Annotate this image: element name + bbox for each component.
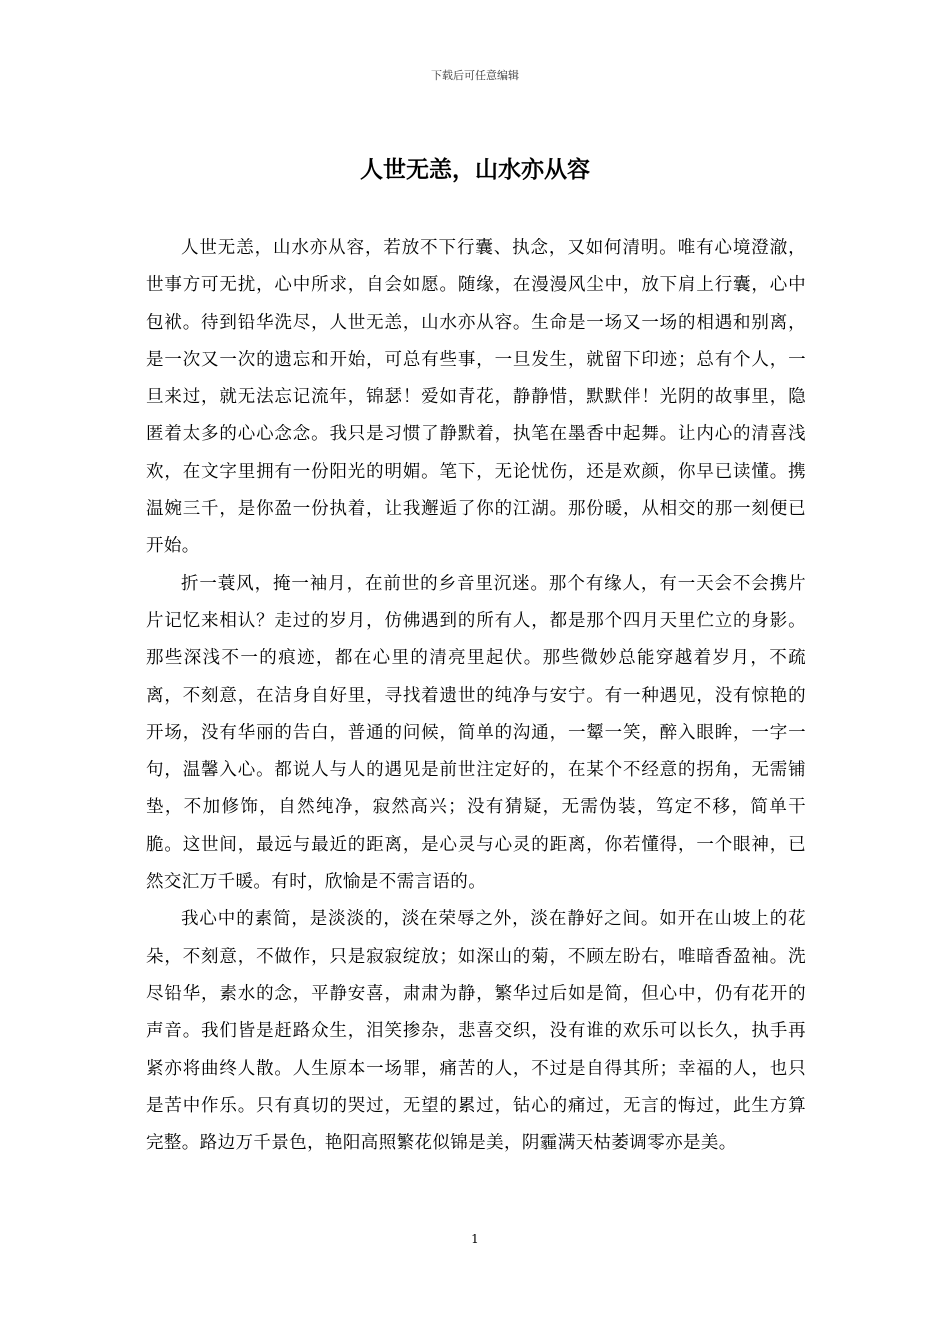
page-title: 人世无恙，山水亦从容 xyxy=(360,157,590,183)
page-number: 1 xyxy=(471,1232,479,1246)
body-text xyxy=(146,230,806,1162)
paragraph-2: 折一蓑风，掩一袖月，在前世的乡音里沉迷。那个有缘人，有一天会不会携片片记忆来相认？走过的岁月，仿佛遇到的所有人，都是那个四月天里伫立的身影。那些深浅不一的痕迹，都在心里的清亮里起伏。那些微妙总能穿越着岁月，不疏离，不刻意，在洁身自好里，寻找着遗世的纯净与安宁。有一种遇见，没有惊艳的开场，没有华丽的告白，普通的问候，简单的沟通，一颦一笑，醉入眼眸，一字一句，温馨入心。都说人与人的遇见是前世注定好的，在某个不经意的拐角，无需铺垫，不加修饰，自然纯净，寂然高兴；没有猜疑，无需伪装，笃定不移，简单干脆。这世间，最远与最近的距离，是心灵与心灵的距离，你若懂得，一个眼神，已然交汇万千暖。有时，欣愉是不需言语的。 xyxy=(146,573,806,893)
paragraph-3: 我心中的素简，是淡淡的，淡在荣辱之外，淡在静好之间。如开在山坡上的花朵，不刻意，不做作，只是寂寂绽放；如深山的菊，不顾左盼右，唯暗香盈袖。洗尽铅华，素水的念，平静安喜，肃肃为静，繁华过后如是简，但心中，仍有花开的声音。我们皆是赶路众生，泪笑掺杂，悲喜交织，没有谁的欢乐可以长久，执手再紧亦将曲终人散。人生原本一场罪，痛苦的人，不过是自得其所；幸福的人，也只是苦中作乐。只有真切的哭过，无望的累过，钻心的痛过，无言的悔过，此生方算完整。路边万千景色，艳阳高照繁花似锦是美，阴霾满天枯萎调零亦是美。 xyxy=(146,909,806,1154)
header-note: 下载后可任意编辑 xyxy=(431,69,519,82)
paragraph-1: 人世无恙，山水亦从容，若放不下行囊、执念，又如何清明。唯有心境澄澈，世事方可无扰，心中所求，自会如愿。随缘，在漫漫风尘中，放下肩上行囊，心中包袱。待到铅华洗尽，人世无恙，山水亦从容。生命是一场又一场的相遇和别离，是一次又一次的遗忘和开始，可总有些事，一旦发生，就留下印迹；总有个人，一旦来过，就无法忘记流年，锦瑟！爱如青花，静静惜，默默伴！光阴的故事里，隐匿着太多的心心念念。我只是习惯了静默着，执笔在墨香中起舞。让内心的清喜浅欢，在文字里拥有一份阳光的明媚。笔下，无论忧伤，还是欢颜，你早已读懂。携温婉三千，是你盈一份执着，让我邂逅了你的江湖。那份暖，从相交的那一刻便已开始。 xyxy=(146,238,806,557)
